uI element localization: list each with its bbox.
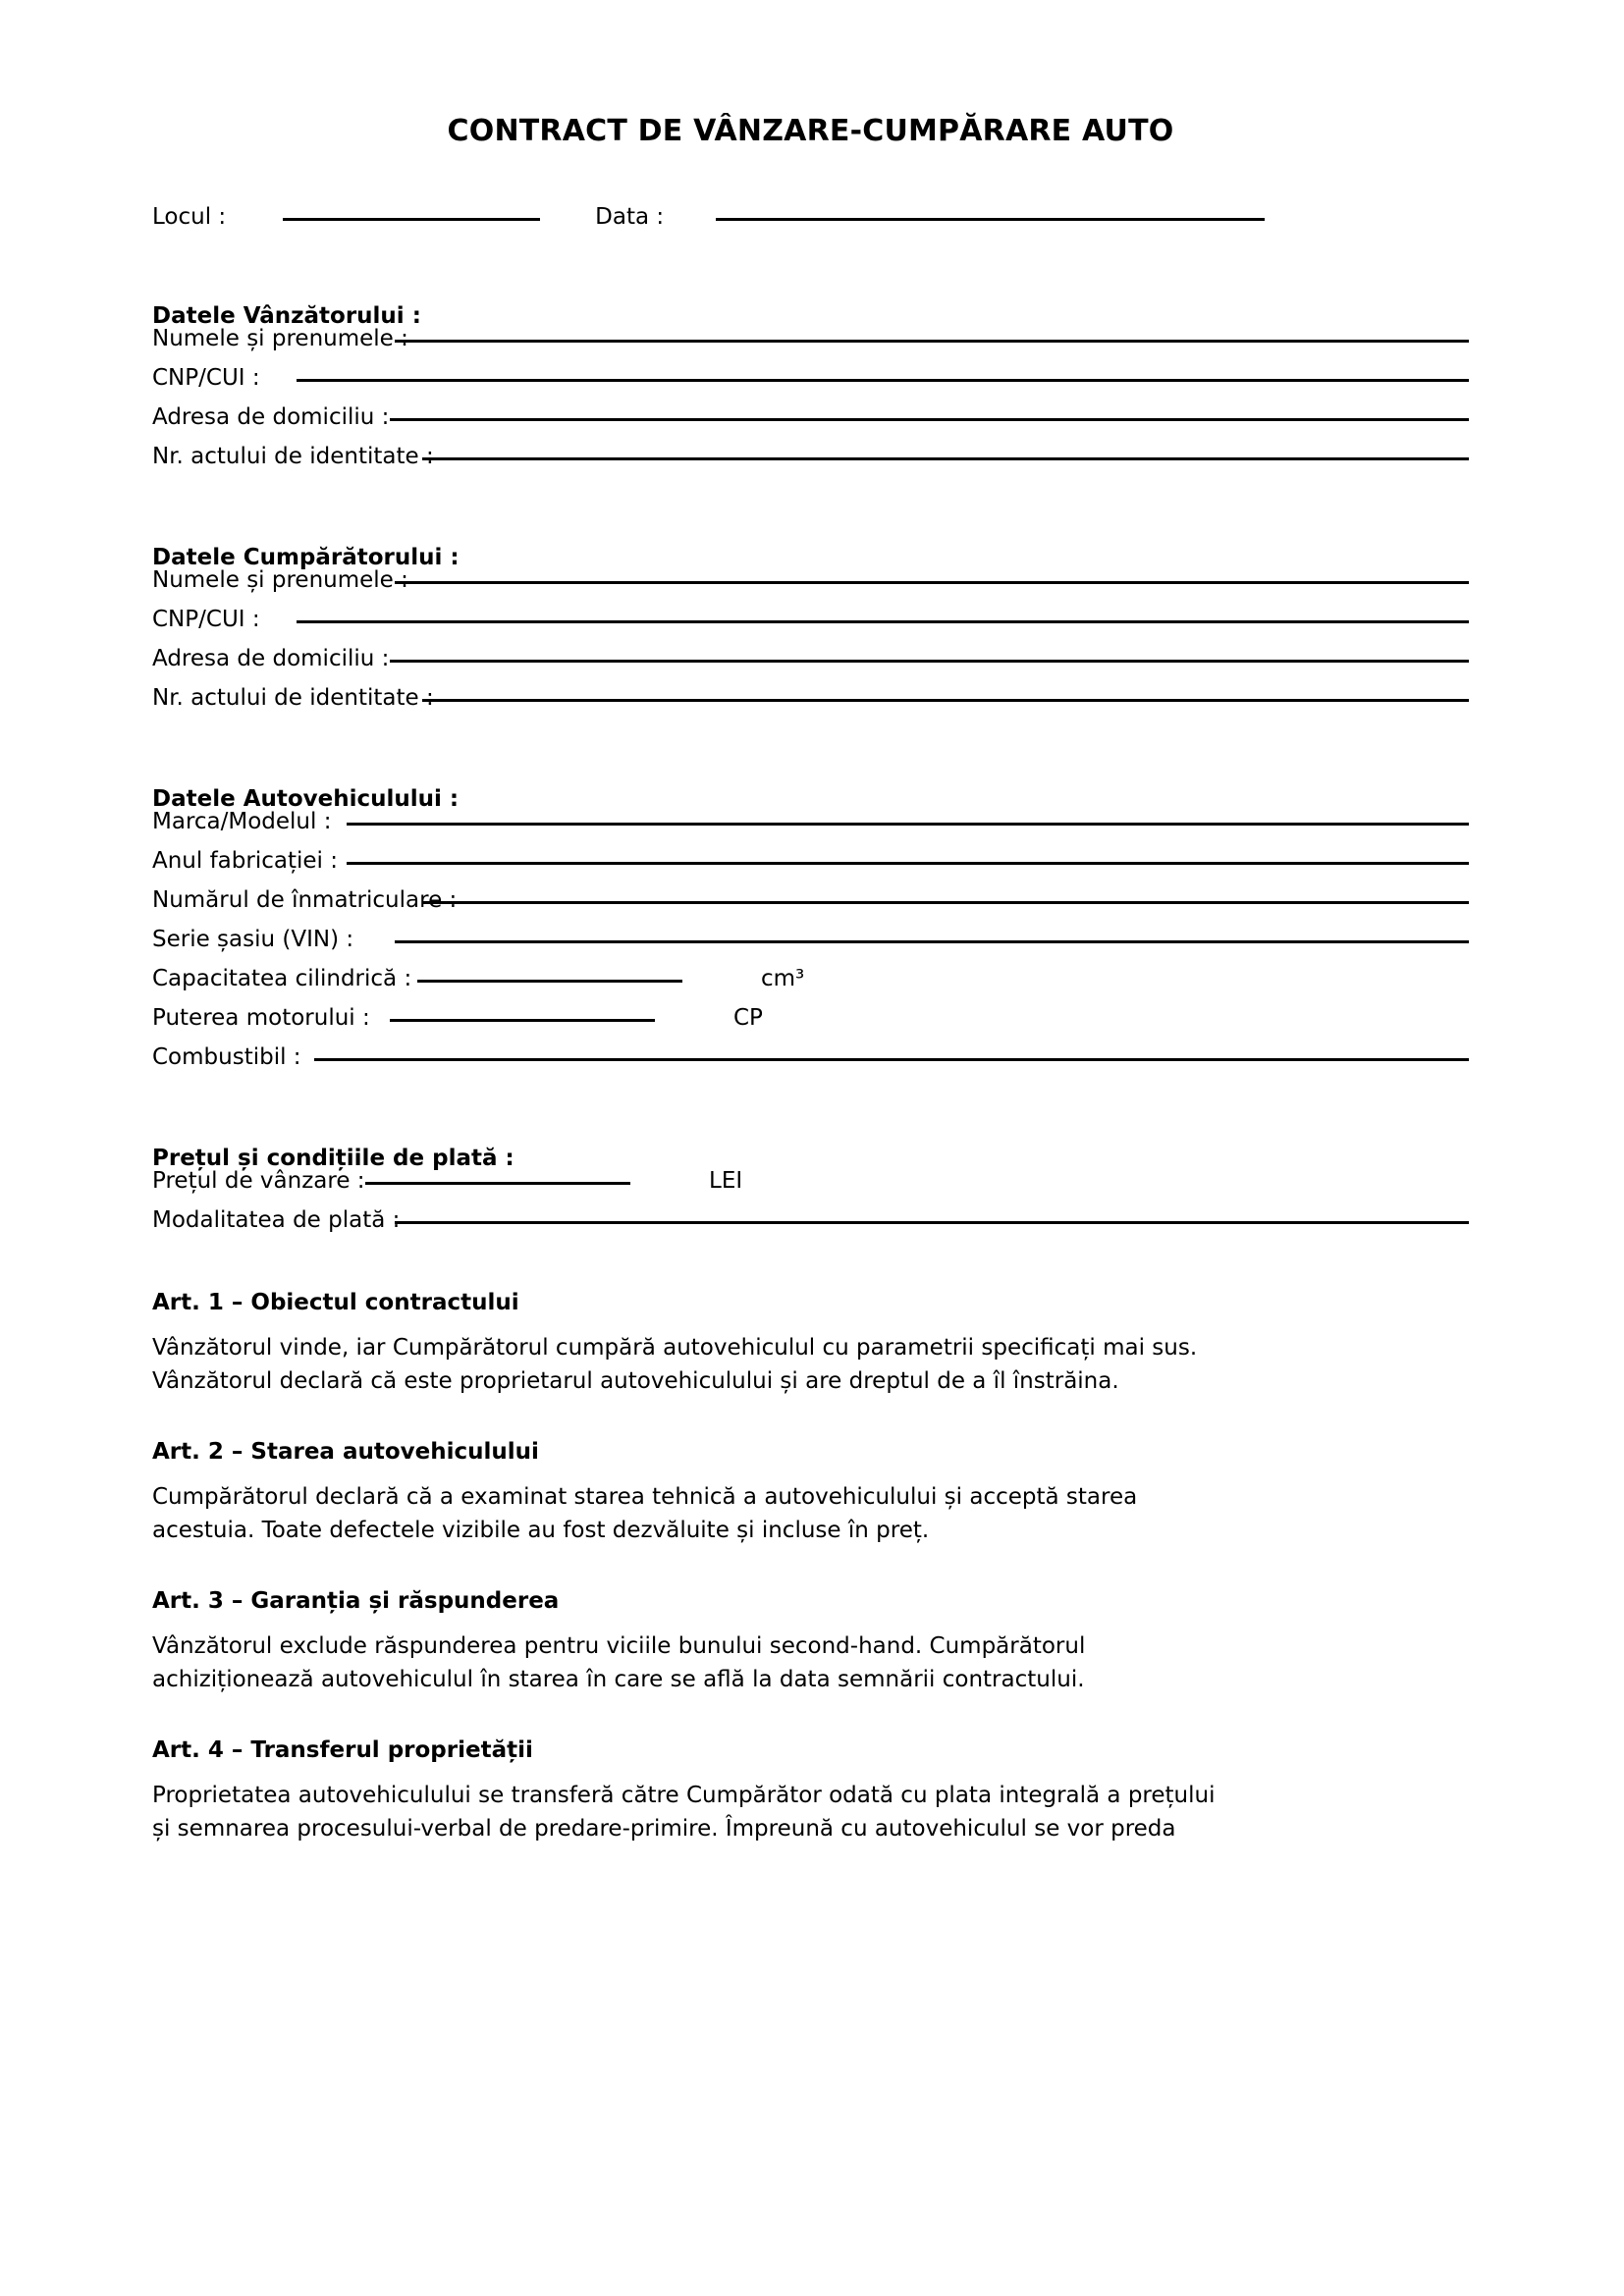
field-row-seller-name [152,328,1469,367]
field-label: Anul fabricației : [152,848,338,874]
field-input-price[interactable] [365,1182,630,1185]
section-heading-vehicle: Datele Autovehiculului : [152,786,460,812]
field-label: Numele și prenumele : [152,567,408,593]
unit-label-lei: LEI [709,1168,743,1194]
field-input-buyer-address[interactable] [390,660,1469,663]
field-row-buyer-address [152,648,1469,687]
place-input[interactable] [283,218,540,221]
field-input-seller-name[interactable] [395,340,1469,343]
field-row-seller-address [152,406,1469,446]
section-heading-seller: Datele Vânzătorului : [152,303,421,329]
article-title: Art. 4 – Transferul proprietății [152,1737,533,1764]
field-row-vehicle-make [152,811,1469,850]
article-body [152,1780,1469,1845]
article-1 [152,1292,1469,1398]
field-row-vehicle-power [152,1007,1469,1046]
field-input-vehicle-make[interactable] [347,823,1469,826]
field-label: Nr. actului de identitate : [152,685,434,711]
place-label: Locul : [152,204,227,230]
field-label: Combustibil : [152,1044,301,1070]
field-row-vehicle-plate [152,889,1469,929]
article-body [152,1332,1469,1398]
field-input-payment-method[interactable] [395,1221,1469,1224]
field-row-vehicle-vin [152,929,1469,968]
field-input-buyer-name[interactable] [395,581,1469,584]
field-label: Marca/Modelul : [152,809,332,834]
field-input-vehicle-plate[interactable] [422,901,1469,904]
field-label: Nr. actului de identitate : [152,444,434,469]
field-row-seller-id [152,446,1469,485]
field-input-seller-id[interactable] [422,457,1469,460]
field-label: Serie șasiu (VIN) : [152,927,354,952]
field-row-vehicle-displacement [152,968,1469,1007]
unit-label-cp: CP [733,1005,763,1031]
date-input[interactable] [716,218,1265,221]
article-title: Art. 3 – Garanția și răspunderea [152,1588,560,1615]
field-input-buyer-id[interactable] [422,699,1469,702]
field-input-vehicle-vin[interactable] [395,940,1469,943]
field-label: Puterea motorului : [152,1005,370,1031]
field-label: Adresa de domiciliu : [152,404,390,430]
article-line: achiziționează autovehiculul în starea în care se află la data semnării contractului. [152,1666,1085,1692]
field-input-seller-address[interactable] [390,418,1469,421]
field-input-buyer-cnp[interactable] [297,620,1469,623]
document-content [152,0,1469,1846]
field-row-seller-cnp [152,367,1469,406]
field-input-vehicle-displacement[interactable] [417,980,682,983]
article-3 [152,1590,1469,1696]
article-line: Cumpărătorul declară că a examinat starea tehnică a autovehiculului și acceptă starea [152,1484,1138,1511]
article-line: Vânzătorul declară că este proprietarul autovehiculului și are dreptul de a îl înstrăina. [152,1367,1119,1394]
article-title: Art. 1 – Obiectul contractului [152,1290,519,1315]
article-line: Vânzătorul vinde, iar Cumpărătorul cumpără autovehiculul cu parametrii specificați mai sus. [152,1335,1198,1361]
field-row-price [152,1170,1469,1209]
field-row-buyer-name [152,569,1469,609]
field-row-payment-method [152,1209,1469,1249]
field-label: CNP/CUI : [152,607,260,632]
field-label: CNP/CUI : [152,365,260,391]
section-heading-price: Prețul și condițiile de plată : [152,1146,514,1171]
field-row-buyer-id [152,687,1469,726]
field-input-vehicle-power[interactable] [390,1019,655,1022]
field-label: Prețul de vânzare : [152,1168,365,1194]
unit-label-cm3: cm³ [761,966,805,991]
field-label: Modalitatea de plată : [152,1207,401,1233]
field-row-vehicle-year [152,850,1469,889]
article-line: și semnarea procesului-verbal de predare-primire. Împreună cu autovehiculul se vor preda [152,1816,1176,1842]
article-line: acestuia. Toate defectele vizibile au fost dezvăluite și incluse în preț. [152,1517,930,1543]
field-label: Capacitatea cilindrică : [152,966,412,991]
article-body [152,1481,1469,1547]
field-label: Numărul de înmatriculare : [152,887,458,913]
article-line: Vânzătorul exclude răspunderea pentru viciile bunului second-hand. Cumpărătorul [152,1633,1086,1660]
field-row-buyer-cnp [152,609,1469,648]
field-input-vehicle-year[interactable] [347,862,1469,865]
field-row-vehicle-fuel [152,1046,1469,1086]
place-and-date-row [152,204,1469,243]
field-label: Adresa de domiciliu : [152,646,390,671]
article-title: Art. 2 – Starea autovehiculului [152,1439,539,1466]
date-label: Data : [595,204,665,230]
article-line: Proprietatea autovehiculului se transferă către Cumpărător odată cu plata integrală a prețului [152,1783,1216,1809]
section-heading-buyer: Datele Cumpărătorului : [152,545,460,570]
field-input-seller-cnp[interactable] [297,379,1469,382]
article-body [152,1630,1469,1696]
field-input-vehicle-fuel[interactable] [314,1058,1469,1061]
article-4 [152,1739,1469,1845]
field-label: Numele și prenumele : [152,326,408,351]
page-title: CONTRACT DE VÂNZARE-CUMPĂRARE AUTO [447,114,1174,148]
article-2 [152,1441,1469,1547]
